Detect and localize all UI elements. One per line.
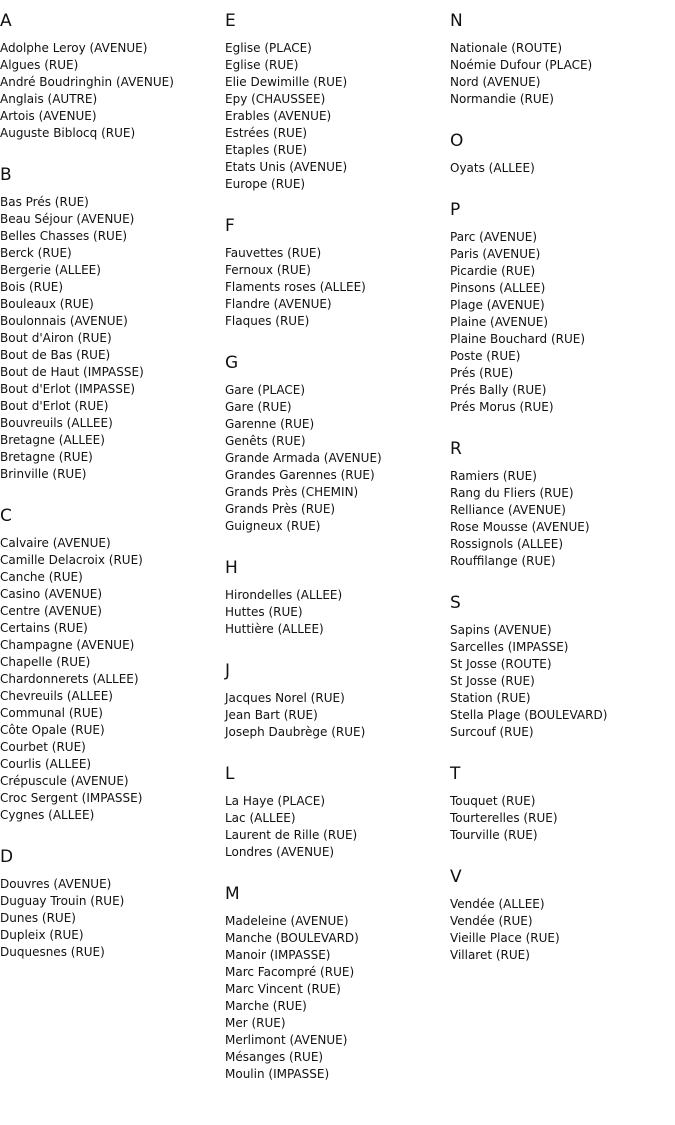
street-entry: Fauvettes (RUE) <box>225 246 322 260</box>
street-entry: Etats Unis (AVENUE) <box>225 160 348 174</box>
letter-section <box>225 763 450 861</box>
street-entry: Boulonnais (AVENUE) <box>0 314 128 328</box>
street-entry: Bout d'Erlot (IMPASSE) <box>0 382 136 396</box>
street-entry: Côte Opale (RUE) <box>0 723 105 737</box>
street-entry: Berck (RUE) <box>0 246 72 260</box>
letter-section <box>225 883 450 1083</box>
street-entry: Sapins (AVENUE) <box>450 623 552 637</box>
street-entry: Chevreuils (ALLEE) <box>0 689 113 703</box>
index-column-1 <box>0 10 225 983</box>
section-letter-heading: M <box>225 884 240 904</box>
street-list <box>450 622 675 741</box>
street-entry: Anglais (AUTRE) <box>0 92 98 106</box>
street-entry: Plaine (AVENUE) <box>450 315 548 329</box>
street-entry: Station (RUE) <box>450 691 531 705</box>
street-entry: Normandie (RUE) <box>450 92 554 106</box>
street-entry: Beau Séjour (AVENUE) <box>0 212 135 226</box>
street-list <box>0 535 225 824</box>
street-entry: Marche (RUE) <box>225 999 307 1013</box>
street-list <box>450 40 675 108</box>
street-entry: Vieille Place (RUE) <box>450 931 560 945</box>
street-entry: Auguste Biblocq (RUE) <box>0 126 136 140</box>
street-entry: Bas Prés (RUE) <box>0 195 89 209</box>
street-entry: Rose Mousse (AVENUE) <box>450 520 590 534</box>
street-entry: Communal (RUE) <box>0 706 103 720</box>
street-entry: Gare (PLACE) <box>225 383 306 397</box>
street-entry: Jacques Norel (RUE) <box>225 691 345 705</box>
street-list <box>450 468 675 570</box>
street-entry: Camille Delacroix (RUE) <box>0 553 143 567</box>
section-letter-heading: E <box>225 11 236 31</box>
street-entry: Picardie (RUE) <box>450 264 536 278</box>
street-entry: Eglise (PLACE) <box>225 41 312 55</box>
street-entry: Mésanges (RUE) <box>225 1050 324 1064</box>
letter-section <box>225 10 450 193</box>
letter-section <box>225 557 450 638</box>
street-entry: Flandre (AVENUE) <box>225 297 332 311</box>
street-entry: Crépuscule (AVENUE) <box>0 774 129 788</box>
street-entry: Grands Près (RUE) <box>225 502 336 516</box>
section-letter-heading: G <box>225 353 239 373</box>
street-list <box>0 40 225 142</box>
street-entry: Bergerie (ALLEE) <box>0 263 101 277</box>
street-entry: Bout d'Erlot (RUE) <box>0 399 109 413</box>
letter-section <box>0 164 225 483</box>
street-entry: Touquet (RUE) <box>450 794 536 808</box>
street-entry: Vendée (ALLEE) <box>450 897 545 911</box>
street-entry: Tourterelles (RUE) <box>450 811 558 825</box>
street-entry: Adolphe Leroy (AVENUE) <box>0 41 148 55</box>
street-entry: Dupleix (RUE) <box>0 928 84 942</box>
street-list <box>225 587 450 638</box>
index-column-2 <box>225 10 450 1105</box>
street-list <box>225 690 450 741</box>
section-letter-heading: B <box>0 165 12 185</box>
street-entry: Marc Vincent (RUE) <box>225 982 341 996</box>
street-entry: Canche (RUE) <box>0 570 83 584</box>
street-entry: Poste (RUE) <box>450 349 521 363</box>
street-entry: Cygnes (ALLEE) <box>0 808 95 822</box>
street-entry: Plage (AVENUE) <box>450 298 545 312</box>
street-entry: Parc (AVENUE) <box>450 230 538 244</box>
street-entry: Madeleine (AVENUE) <box>225 914 349 928</box>
street-entry: Pinsons (ALLEE) <box>450 281 546 295</box>
street-entry: Courlis (ALLEE) <box>0 757 92 771</box>
street-entry: Londres (AVENUE) <box>225 845 335 859</box>
section-letter-heading: D <box>0 847 14 867</box>
street-entry: Prés Morus (RUE) <box>450 400 554 414</box>
street-entry: Champagne (AVENUE) <box>0 638 135 652</box>
letter-section <box>450 763 675 844</box>
street-entry: Surcouf (RUE) <box>450 725 534 739</box>
street-entry: Chardonnerets (ALLEE) <box>0 672 139 686</box>
street-entry: Huttes (RUE) <box>225 605 303 619</box>
street-entry: Fernoux (RUE) <box>225 263 311 277</box>
street-list <box>450 229 675 416</box>
street-entry: Bois (RUE) <box>0 280 64 294</box>
letter-section <box>225 660 450 741</box>
street-entry: Lac (ALLEE) <box>225 811 296 825</box>
street-entry: Vendée (RUE) <box>450 914 533 928</box>
street-entry: Prés (RUE) <box>450 366 514 380</box>
street-entry: Bout de Bas (RUE) <box>0 348 111 362</box>
street-entry: Calvaire (AVENUE) <box>0 536 111 550</box>
street-entry: Stella Plage (BOULEVARD) <box>450 708 608 722</box>
street-entry: Grande Armada (AVENUE) <box>225 451 382 465</box>
street-entry: Huttière (ALLEE) <box>225 622 324 636</box>
street-entry: Marc Facompré (RUE) <box>225 965 355 979</box>
letter-section <box>0 505 225 824</box>
street-entry: Eglise (RUE) <box>225 58 299 72</box>
street-entry: Belles Chasses (RUE) <box>0 229 128 243</box>
street-entry: Ramiers (RUE) <box>450 469 537 483</box>
street-entry: Merlimont (AVENUE) <box>225 1033 348 1047</box>
letter-section <box>0 10 225 142</box>
street-entry: Bretagne (ALLEE) <box>0 433 105 447</box>
street-entry: Chapelle (RUE) <box>0 655 91 669</box>
street-entry: Erables (AVENUE) <box>225 109 332 123</box>
street-entry: Duquesnes (RUE) <box>0 945 105 959</box>
street-entry: Garenne (RUE) <box>225 417 315 431</box>
street-entry: Certains (RUE) <box>0 621 88 635</box>
street-entry: Artois (AVENUE) <box>0 109 97 123</box>
street-entry: Grandes Garennes (RUE) <box>225 468 375 482</box>
street-entry: Etaples (RUE) <box>225 143 308 157</box>
section-letter-heading: F <box>225 216 235 236</box>
street-entry: Tourville (RUE) <box>450 828 538 842</box>
street-entry: Courbet (RUE) <box>0 740 86 754</box>
street-list <box>225 793 450 861</box>
street-entry: Bout de Haut (IMPASSE) <box>0 365 144 379</box>
section-letter-heading: A <box>0 11 12 31</box>
street-entry: Mer (RUE) <box>225 1016 286 1030</box>
street-entry: André Boudringhin (AVENUE) <box>0 75 174 89</box>
section-letter-heading: R <box>450 439 462 459</box>
street-entry: Laurent de Rille (RUE) <box>225 828 358 842</box>
street-entry: Estrées (RUE) <box>225 126 308 140</box>
street-entry: Bout d'Airon (RUE) <box>0 331 112 345</box>
street-list <box>0 194 225 483</box>
letter-section <box>225 352 450 535</box>
street-entry: Villaret (RUE) <box>450 948 530 962</box>
street-list <box>450 793 675 844</box>
letter-section <box>450 438 675 570</box>
letter-section <box>450 130 675 177</box>
street-entry: Rouffilange (RUE) <box>450 554 556 568</box>
index-column-3 <box>450 10 675 986</box>
letter-section <box>0 846 225 961</box>
street-entry: Hirondelles (ALLEE) <box>225 588 343 602</box>
street-entry: Flaques (RUE) <box>225 314 310 328</box>
street-entry: Nord (AVENUE) <box>450 75 541 89</box>
street-entry: Rang du Fliers (RUE) <box>450 486 574 500</box>
street-entry: Duguay Trouin (RUE) <box>0 894 125 908</box>
letter-section <box>450 592 675 741</box>
section-letter-heading: V <box>450 867 462 887</box>
street-entry: Epy (CHAUSSEE) <box>225 92 326 106</box>
street-entry: Douvres (AVENUE) <box>0 877 112 891</box>
section-letter-heading: O <box>450 131 464 151</box>
street-entry: Manoir (IMPASSE) <box>225 948 331 962</box>
street-entry: Grands Près (CHEMIN) <box>225 485 359 499</box>
street-entry: Europe (RUE) <box>225 177 306 191</box>
street-entry: Croc Sergent (IMPASSE) <box>0 791 143 805</box>
street-entry: Gare (RUE) <box>225 400 292 414</box>
section-letter-heading: L <box>225 764 235 784</box>
street-entry: Bouvreuils (ALLEE) <box>0 416 113 430</box>
letter-section <box>450 866 675 964</box>
section-letter-heading: C <box>0 506 12 526</box>
street-entry: Prés Bally (RUE) <box>450 383 547 397</box>
street-entry: St Josse (ROUTE) <box>450 657 552 671</box>
street-entry: Guigneux (RUE) <box>225 519 321 533</box>
street-entry: Relliance (AVENUE) <box>450 503 566 517</box>
street-entry: Casino (AVENUE) <box>0 587 103 601</box>
street-entry: Joseph Daubrège (RUE) <box>225 725 366 739</box>
street-entry: Manche (BOULEVARD) <box>225 931 359 945</box>
section-letter-heading: P <box>450 200 461 220</box>
street-entry: Moulin (IMPASSE) <box>225 1067 330 1081</box>
section-letter-heading: J <box>225 661 231 681</box>
street-entry: Flaments roses (ALLEE) <box>225 280 366 294</box>
street-entry: Genêts (RUE) <box>225 434 306 448</box>
street-entry: Nationale (ROUTE) <box>450 41 563 55</box>
section-letter-heading: T <box>450 764 461 784</box>
section-letter-heading: S <box>450 593 461 613</box>
street-entry: Rossignols (ALLEE) <box>450 537 564 551</box>
street-list <box>225 245 450 330</box>
letter-section <box>225 215 450 330</box>
street-entry: Bretagne (RUE) <box>0 450 93 464</box>
street-entry: Paris (AVENUE) <box>450 247 541 261</box>
section-letter-heading: N <box>450 11 463 31</box>
street-entry: Sarcelles (IMPASSE) <box>450 640 569 654</box>
street-entry: Noémie Dufour (PLACE) <box>450 58 593 72</box>
street-entry: Elie Dewimille (RUE) <box>225 75 348 89</box>
street-entry: Bouleaux (RUE) <box>0 297 94 311</box>
street-entry: Brinville (RUE) <box>0 467 87 481</box>
street-entry: Algues (RUE) <box>0 58 79 72</box>
street-list <box>225 40 450 193</box>
section-letter-heading: H <box>225 558 238 578</box>
letter-section <box>450 10 675 108</box>
street-list <box>0 876 225 961</box>
street-list <box>450 896 675 964</box>
street-list <box>450 160 675 177</box>
street-entry: La Haye (PLACE) <box>225 794 326 808</box>
street-entry: Oyats (ALLEE) <box>450 161 535 175</box>
letter-section <box>450 199 675 416</box>
street-entry: St Josse (RUE) <box>450 674 535 688</box>
street-entry: Dunes (RUE) <box>0 911 76 925</box>
street-list <box>225 382 450 535</box>
street-list <box>225 913 450 1083</box>
street-entry: Jean Bart (RUE) <box>225 708 318 722</box>
street-entry: Centre (AVENUE) <box>0 604 102 618</box>
street-entry: Plaine Bouchard (RUE) <box>450 332 586 346</box>
